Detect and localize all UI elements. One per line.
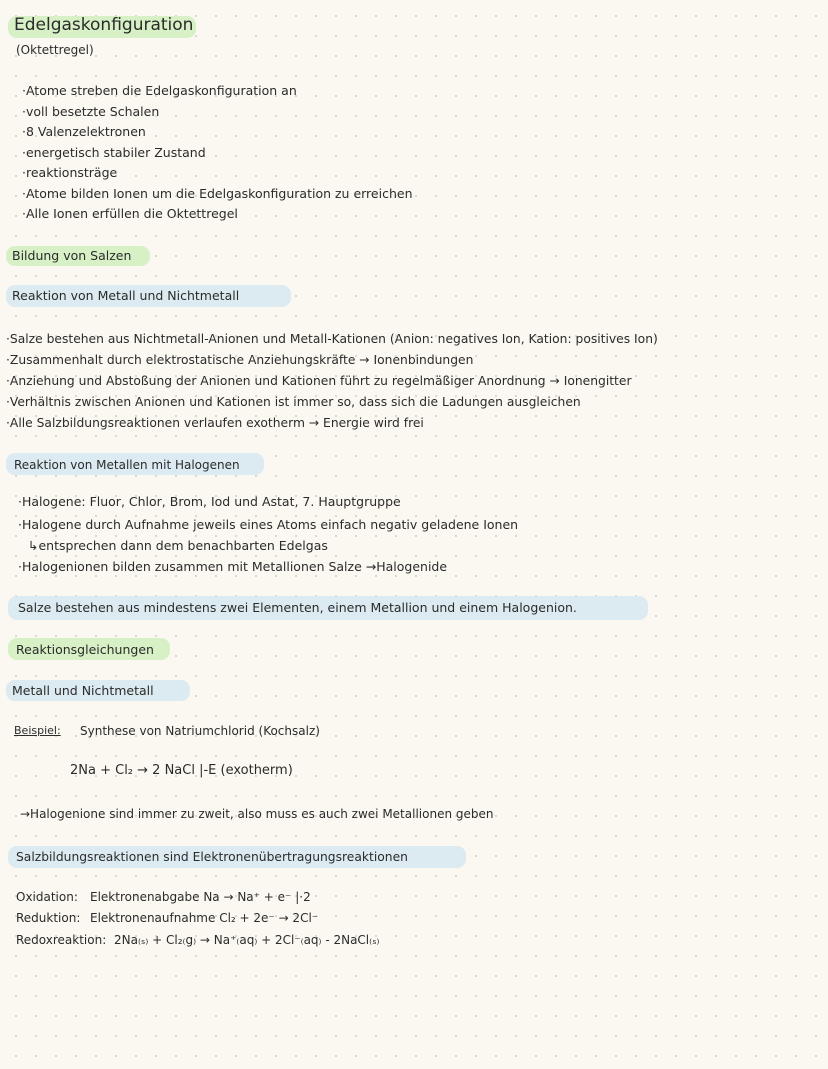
list-item: ·Zusammenhalt durch elektrostatische Anziehungskräfte → Ionenbindungen xyxy=(6,353,474,367)
subsection-heading: Reaktion von Metall und Nichtmetall xyxy=(12,288,240,303)
list-item: ·Atome bilden Ionen um die Edelgaskonfiguration zu erreichen xyxy=(22,186,413,201)
redox-label: Redoxreaktion: xyxy=(16,933,107,947)
list-item: ·Halogene durch Aufnahme jeweils eines Atoms einfach negativ geladene Ionen xyxy=(18,517,519,532)
list-item: ·voll besetzte Schalen xyxy=(22,104,160,119)
redox-text: 2Na₍ₛ₎ + Cl₂₍g₎ → Na⁺₍aq₎ + 2Cl⁻₍aq₎ - 2NaCl₍ₛ₎ xyxy=(114,933,380,947)
list-item: ·Verhältnis zwischen Anionen und Kationen ist immer so, dass sich die Ladungen ausgleichen xyxy=(6,395,581,409)
reduction-label: Reduktion: xyxy=(16,911,81,925)
list-item: ·Halogenionen bilden zusammen mit Metallionen Salze →Halogenide xyxy=(18,559,448,574)
section-heading: Bildung von Salzen xyxy=(12,248,132,263)
list-item: ·Salze bestehen aus Nichtmetall-Anionen und Metall-Kationen (Anion: negatives Ion, Kation: positives Ion) xyxy=(6,332,658,346)
list-item: ·Alle Ionen erfüllen die Oktettregel xyxy=(22,206,238,221)
list-item: ·Halogene: Fluor, Chlor, Brom, Iod und Astat, 7. Hauptgruppe xyxy=(18,494,401,509)
page-title: Edelgaskonfiguration xyxy=(14,15,194,35)
example-text: Synthese von Natriumchlorid (Kochsalz) xyxy=(80,724,320,738)
list-item: ·8 Valenzelektronen xyxy=(22,124,146,139)
section-heading: Reaktionsgleichungen xyxy=(16,642,154,657)
oxidation-label: Oxidation: xyxy=(16,890,78,904)
list-item: ·reaktionsträge xyxy=(22,165,118,180)
subsection-heading: Reaktion von Metallen mit Halogenen xyxy=(14,458,240,472)
equation-main: 2Na + Cl₂ → 2 NaCl |-E (exotherm) xyxy=(70,763,293,778)
list-item: ↳entsprechen dann dem benachbarten Edelgas xyxy=(28,538,328,553)
list-item: ·Atome streben die Edelgaskonfiguration an xyxy=(22,83,297,98)
subsection-heading: Salzbildungsreaktionen sind Elektronenübertragungsreaktionen xyxy=(16,850,408,864)
page-subtitle: (Oktettregel) xyxy=(16,43,94,57)
summary-text: Salze bestehen aus mindestens zwei Elementen, einem Metallion und einem Halogenion. xyxy=(18,600,577,615)
subsection-heading: Metall und Nichtmetall xyxy=(12,683,154,698)
list-item: ·energetisch stabiler Zustand xyxy=(22,145,206,160)
note-text: →Halogenione sind immer zu zweit, also muss es auch zwei Metallionen geben xyxy=(20,807,494,821)
oxidation-text: Elektronenabgabe Na → Na⁺ + e⁻ |·2 xyxy=(90,890,311,904)
example-label: Beispiel: xyxy=(14,724,61,737)
list-item: ·Alle Salzbildungsreaktionen verlaufen exotherm → Energie wird frei xyxy=(6,416,424,430)
list-item: ·Anziehung und Abstoßung der Anionen und Kationen führt zu regelmäßiger Anordnung → Ionengitter xyxy=(6,374,632,388)
reduction-text: Elektronenaufnahme Cl₂ + 2e⁻ → 2Cl⁻ xyxy=(90,911,319,925)
